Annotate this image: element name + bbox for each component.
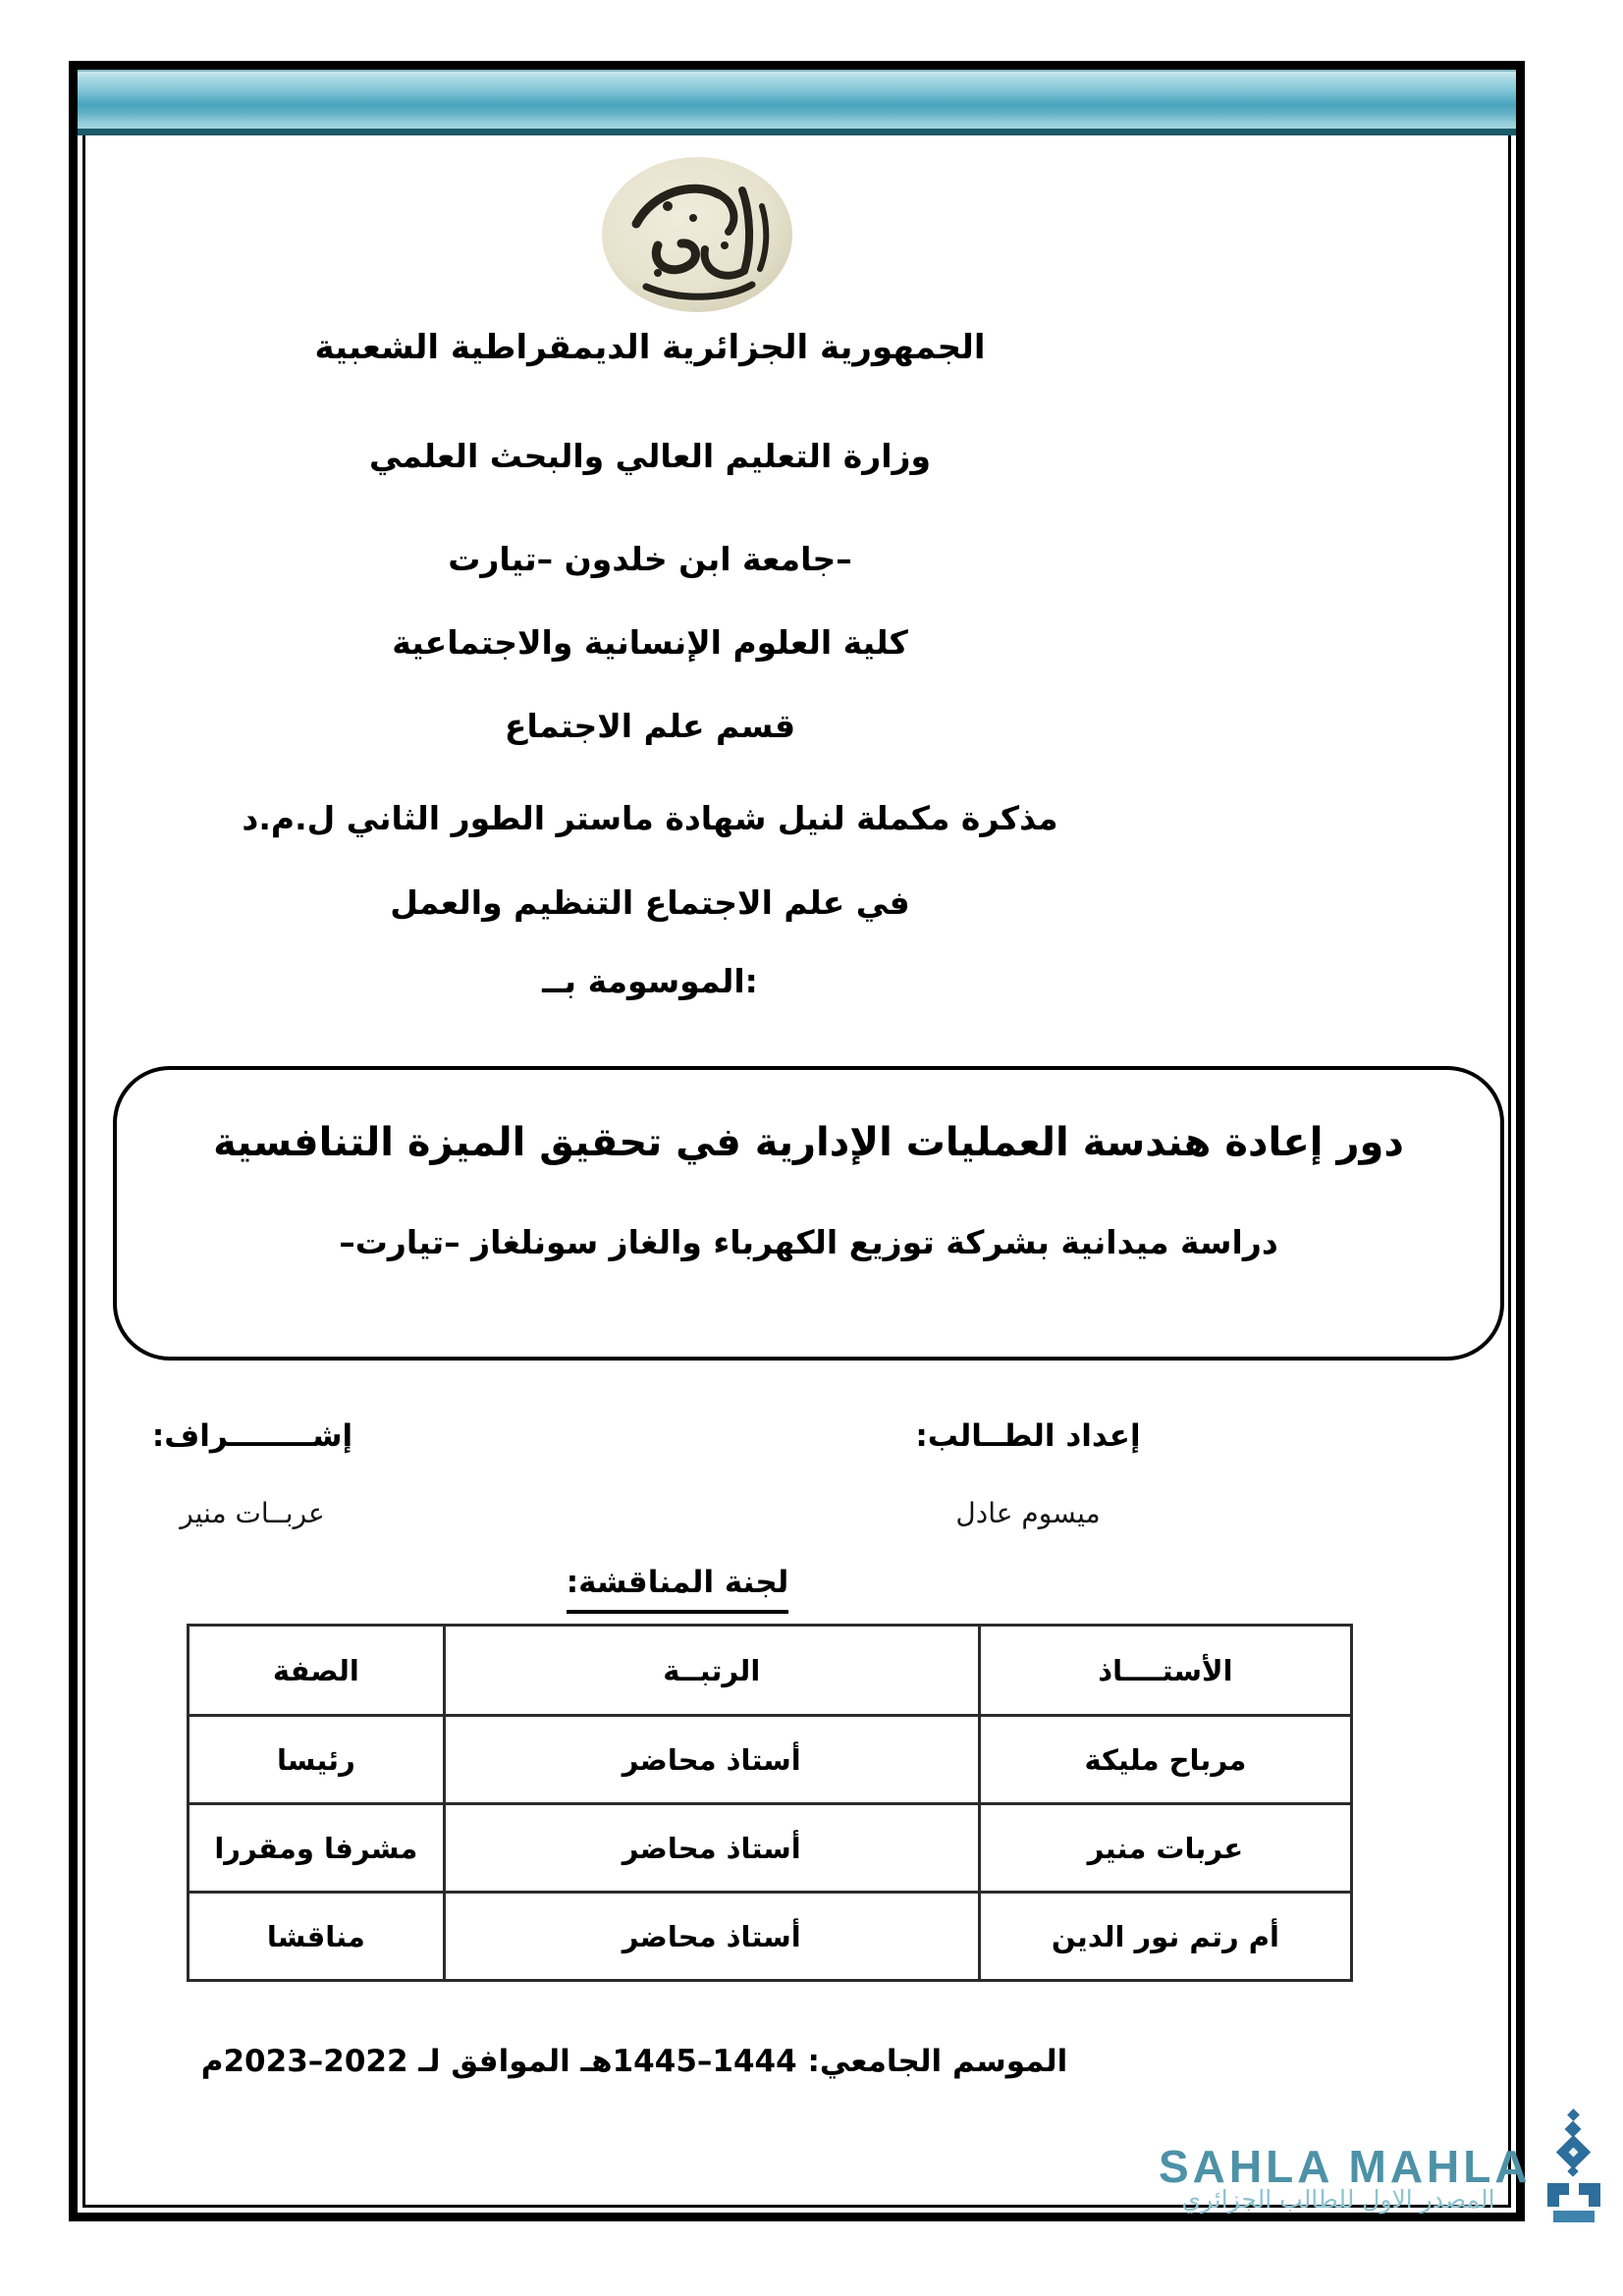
- top-accent-bar: [78, 70, 1516, 135]
- role-cell: مشرفا ومقررا: [189, 1804, 445, 1893]
- header-line-department: قسم علم الاجتماع: [504, 707, 796, 745]
- header-line-entitled: الموسومة بــ:: [542, 962, 758, 1000]
- rank-cell: أستاذ محاضر: [444, 1804, 979, 1893]
- column-header-role: الصفة: [189, 1626, 445, 1716]
- professor-cell: أم رتم نور الدين: [979, 1893, 1351, 1981]
- table-row: [189, 1804, 1352, 1893]
- page-frame: [69, 61, 1525, 2221]
- header-line-specialty: في علم الاجتماع التنظيم والعمل: [390, 883, 910, 922]
- professor-cell: مرباح مليكة: [979, 1716, 1351, 1804]
- header-line-faculty: كلية العلوم الإنسانية والاجتماعية: [392, 623, 908, 662]
- committee-table: [187, 1624, 1353, 1982]
- committee-heading: [85, 1565, 1270, 1614]
- prepared-by-block: [851, 1414, 1205, 1533]
- header-line-university: جامعة ابن خلدون –تيارت–: [448, 540, 852, 578]
- table-row: [189, 1716, 1352, 1804]
- professor-cell: عربات منير: [979, 1804, 1351, 1893]
- rank-cell: أستاذ محاضر: [444, 1716, 979, 1804]
- watermark-tagline: المصدر الاول للطالب الجزائري: [1181, 2185, 1495, 2214]
- role-cell: مناقشا: [189, 1893, 445, 1981]
- committee-header-row: [189, 1626, 1352, 1716]
- role-cell: رئيسا: [189, 1716, 445, 1804]
- page-inner-frame: [82, 135, 1511, 2208]
- university-logo: [599, 155, 795, 314]
- supervisor-name: عربــات منير: [180, 1497, 325, 1529]
- header-line-ministry: وزارة التعليم العالي والبحث العلمي: [368, 437, 932, 475]
- academic-year-line: الموسم الجامعي: 1444–1445هـ الموافق لـ 2022–2023م: [200, 2044, 1068, 2079]
- sahla-mahla-logo-icon: [1543, 2109, 1604, 2228]
- prepared-by-label: إعداد الطــالب:: [915, 1418, 1141, 1454]
- table-row: [189, 1893, 1352, 1981]
- student-name: ميسوم عادل: [955, 1497, 1101, 1529]
- column-header-rank: الرتبــة: [444, 1626, 979, 1716]
- committee-heading-text: لجنة المناقشة:: [567, 1565, 789, 1614]
- watermark-brand-text: SAHLA MAHLA: [1159, 2141, 1532, 2192]
- header-line-memoir-type: مذكرة مكملة لنيل شهادة ماستر الطور الثاني ل.م.د: [242, 799, 1058, 837]
- thesis-title-box: [113, 1066, 1504, 1361]
- thesis-subtitle: دراسة ميدانية بشركة توزيع الكهرباء والغاز سونلغاز –تيارت–: [339, 1223, 1278, 1261]
- thesis-title: دور إعادة هندسة العمليات الإدارية في تحقيق الميزة التنافسية: [213, 1120, 1404, 1165]
- university-logo-image: [599, 155, 795, 314]
- rank-cell: أستاذ محاضر: [444, 1893, 979, 1981]
- supervision-label: إشــــــــراف:: [151, 1418, 353, 1454]
- column-header-professor: الأستــــاذ: [979, 1626, 1351, 1716]
- supervision-block: [85, 1414, 419, 1533]
- header-line-republic: الجمهورية الجزائرية الديمقراطية الشعبية: [314, 328, 986, 367]
